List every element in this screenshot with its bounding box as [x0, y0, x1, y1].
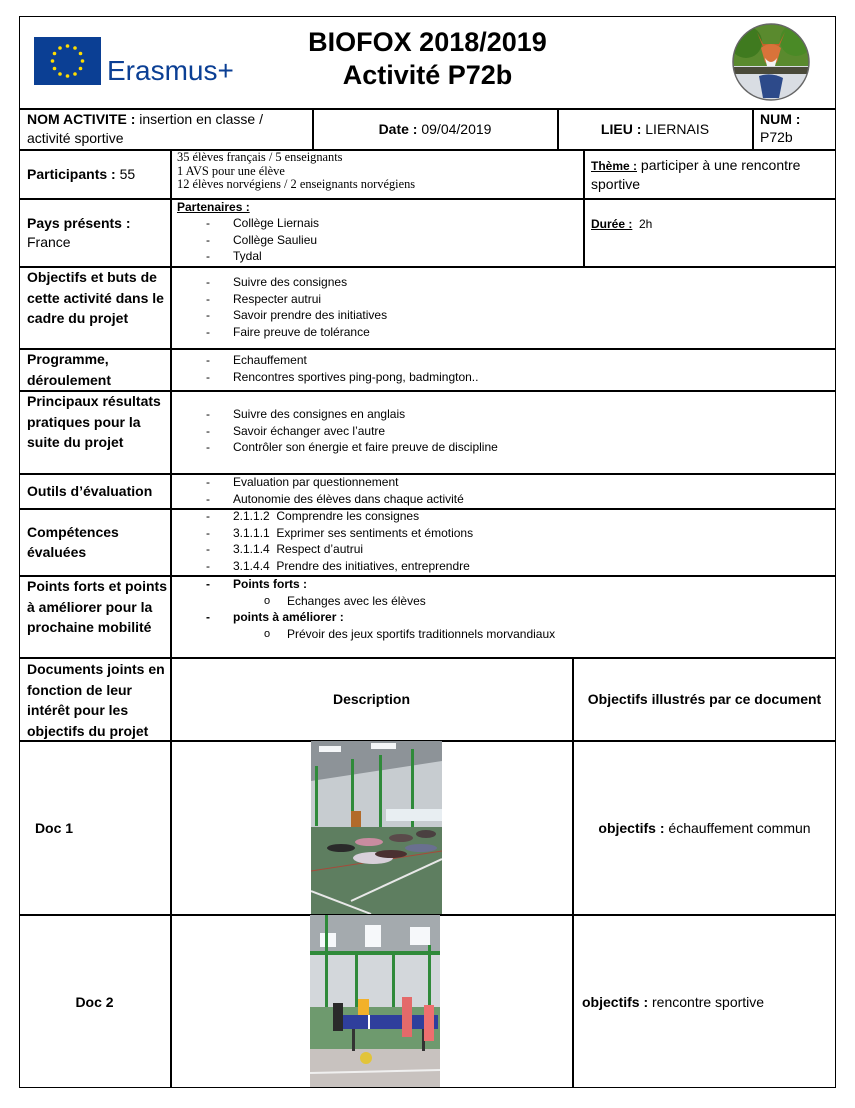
competences-list — [177, 508, 827, 574]
points-ameliorer-list — [177, 626, 827, 643]
partners-label: Partenaires : — [177, 200, 250, 214]
doc-objectives — [573, 741, 836, 914]
list-item: - Contrôler son énergie et faire preuve de discipline — [177, 439, 827, 456]
points-ameliorer-label: - points à améliorer : — [177, 609, 827, 626]
documents-label: Documents joints en fonction de leur intérêt pour les objectifs du projet — [27, 661, 165, 739]
list-item: - Faire preuve de tolérance — [177, 324, 827, 341]
list-item: - Savoir prendre des initiatives — [177, 307, 827, 324]
theme — [591, 156, 831, 194]
activity-number — [760, 110, 836, 146]
countries-label: Pays présents : — [27, 215, 131, 231]
participants — [27, 150, 170, 198]
objectifs-list — [177, 274, 827, 340]
location-value: LIERNAIS — [641, 121, 710, 137]
eu-star-icon — [73, 72, 77, 76]
eu-star-icon — [66, 44, 70, 48]
column-header-description: Description — [332, 691, 410, 707]
participants-count: 55 — [115, 166, 136, 182]
list-item: - 3.1.1.1 Exprimer ses sentiments et émotions — [177, 525, 827, 542]
section-label-programme: Programme, déroulement — [27, 351, 112, 388]
eu-star-icon — [66, 74, 70, 78]
eu-star-icon — [81, 59, 85, 63]
activity-date — [313, 109, 557, 149]
num-label: NUM : — [760, 111, 801, 127]
points-forts-list — [177, 593, 827, 610]
points-ameliorer-group — [177, 609, 827, 626]
gym-warmup-photo[interactable] — [311, 741, 442, 914]
title-line-2: Activité P72b — [342, 60, 513, 90]
num-value: P72b — [760, 129, 793, 145]
erasmus-logo — [34, 37, 259, 89]
points-forts-group — [177, 576, 827, 593]
list-item: - 3.1.4.4 Prendre des initiatives, entreprendre — [177, 558, 827, 575]
section-label-objectifs: Objectifs et buts de cette activité dans le cadre du projet — [27, 269, 164, 326]
activity-name — [27, 110, 312, 148]
objectives-label: objectifs : — [582, 993, 649, 1010]
activity-name-value: insertion en classe / — [135, 111, 263, 127]
list-item: - Suivre des consignes en anglais — [177, 406, 827, 423]
duration-label: Durée : — [591, 217, 633, 231]
section-label-competences: Compétences évaluées — [27, 523, 119, 560]
eu-star-icon — [58, 46, 62, 50]
location-label: LIEU : — [600, 121, 642, 137]
list-item: - Savoir échanger avec l’autre — [177, 423, 827, 440]
outils-list — [177, 474, 827, 507]
participants-label: Participants : — [27, 166, 116, 182]
title-line-1: BIOFOX 2018/2019 — [308, 27, 547, 57]
duration-value: 2h — [632, 217, 653, 231]
divider — [170, 149, 172, 657]
list-item: - 3.1.1.4 Respect d’autrui — [177, 541, 827, 558]
participants-details — [177, 151, 582, 192]
eu-star-icon — [53, 67, 57, 71]
activity-name-value-2: activité sportive — [27, 130, 124, 146]
list-item: - Echauffement — [177, 352, 827, 369]
eu-star-icon — [53, 52, 57, 56]
theme-label: Thème : — [591, 159, 638, 173]
eu-star-icon — [51, 59, 55, 63]
partner-item: - Tydal — [177, 248, 582, 265]
participants-detail: 1 AVS pour une élève — [177, 163, 285, 178]
eu-star-icon — [58, 72, 62, 76]
eu-star-icon — [73, 46, 77, 50]
ping-pong-photo[interactable] — [310, 915, 440, 1087]
page-title — [260, 26, 595, 92]
divider — [583, 149, 585, 266]
date-label: Date : — [378, 121, 418, 137]
biofox-logo — [731, 22, 811, 102]
section-label-resultats: Principaux résultats pratiques pour la suite du projet — [27, 393, 161, 450]
partner-item: - Collège Saulieu — [177, 232, 582, 249]
objectives-value: rencontre sportive — [648, 993, 765, 1010]
doc-name: Doc 2 — [75, 993, 114, 1010]
section-label-outils: Outils d’évaluation — [27, 482, 153, 499]
objectives-value: échauffement commun — [664, 819, 811, 836]
list-item: - Suivre des consignes — [177, 274, 827, 291]
partner-item: - Collège Liernais — [177, 215, 582, 232]
doc-objectives — [573, 915, 821, 1088]
countries — [27, 214, 170, 252]
column-header-objectifs: Objectifs illustrés par ce document — [587, 691, 822, 707]
doc-name: Doc 1 — [34, 819, 74, 836]
list-item: o Echanges avec les élèves — [177, 593, 827, 610]
objectives-label: objectifs : — [598, 819, 665, 836]
partners — [177, 200, 582, 265]
eu-star-icon — [79, 52, 83, 56]
eu-flag-icon — [34, 37, 101, 85]
eu-star-icon — [79, 67, 83, 71]
list-item: - Respecter autrui — [177, 291, 827, 308]
divider — [752, 108, 754, 149]
activity-location — [558, 109, 752, 149]
theme-value: participer à une rencontre sportive — [591, 157, 801, 192]
participants-detail: 35 élèves français / 5 enseignants — [177, 150, 343, 164]
list-item: - 2.1.1.2 Comprendre les consignes — [177, 508, 827, 525]
programme-list — [177, 352, 827, 385]
resultats-list — [177, 406, 827, 456]
list-item: - Evaluation par questionnement — [177, 474, 827, 491]
points-forts-label: - Points forts : — [177, 576, 827, 593]
date-value: 09/04/2019 — [417, 121, 492, 137]
erasmus-text: Erasmus+ — [107, 55, 234, 86]
points-content — [177, 576, 827, 642]
list-item: o Prévoir des jeux sportifs traditionnels morvandiaux — [177, 626, 827, 643]
activity-name-label: NOM ACTIVITE : — [27, 111, 136, 127]
list-item: - Autonomie des élèves dans chaque activité — [177, 491, 827, 508]
list-item: - Rencontres sportives ping-pong, badmington.. — [177, 369, 827, 386]
participants-detail: 12 élèves norvégiens / 2 enseignants norvégiens — [177, 177, 416, 191]
partners-list — [177, 215, 582, 265]
duration — [591, 216, 831, 233]
countries-value: France — [27, 234, 71, 250]
fox-logo-icon — [731, 22, 811, 102]
section-label-points: Points forts et points à améliorer pour la prochaine mobilité — [27, 578, 167, 635]
